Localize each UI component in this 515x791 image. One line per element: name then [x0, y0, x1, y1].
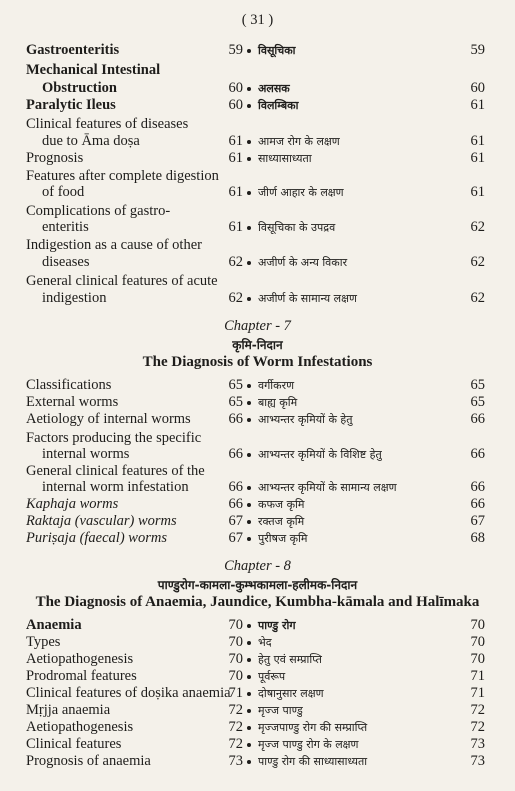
entry-page-english: 71 — [228, 685, 243, 701]
entry-page-english: 73 — [228, 753, 243, 769]
entry-english: Mechanical Intestinal — [26, 62, 161, 78]
entry-english: internal worms — [42, 446, 130, 462]
entry-english: Gastroenteritis — [26, 42, 120, 58]
bullet-dot — [247, 261, 251, 265]
entry-english: Classifications — [26, 377, 112, 393]
bullet-dot — [247, 726, 251, 730]
bullet-dot — [247, 157, 251, 161]
entry-page-english: 60 — [228, 80, 243, 96]
entry-page-hindi: 62 — [470, 290, 485, 306]
entry-page-hindi: 68 — [470, 530, 485, 546]
entry-page-english: 70 — [228, 634, 243, 650]
toc-entry — [0, 753, 515, 775]
entry-page-english: 61 — [228, 133, 243, 149]
entry-hindi: साध्यासाध्यता — [258, 152, 312, 165]
entry-page-hindi: 73 — [470, 753, 485, 769]
entry-english: enteritis — [42, 219, 89, 235]
entry-hindi: विसूचिका के उपद्रव — [258, 221, 336, 234]
entry-english: Puriṣaja (faecal) worms — [26, 530, 167, 546]
chapter-8-label: Chapter - 8 — [224, 558, 291, 574]
entry-hindi: अजीर्ण के सामान्य लक्षण — [258, 292, 357, 305]
entry-hindi: विलम्बिका — [258, 99, 299, 112]
entry-english-term: Kaphaja worms — [26, 496, 119, 512]
entry-page-hindi: 66 — [470, 411, 485, 427]
entry-english: General clinical features of acute — [26, 273, 218, 289]
entry-hindi: पुरीषज कृमि — [258, 532, 308, 545]
bullet-dot — [247, 104, 251, 108]
entry-english: Anaemia — [26, 617, 82, 633]
entry-page-hindi: 65 — [470, 394, 485, 410]
entry-english: Features after complete digestion — [26, 168, 219, 184]
entry-english: Aetiopathogenesis — [26, 719, 134, 735]
entry-hindi: आभ्यन्तर कृमियों के हेतु — [258, 413, 353, 426]
entry-page-english: 61 — [228, 150, 243, 166]
bullet-dot — [247, 760, 251, 764]
entry-english: internal worm infestation — [42, 479, 189, 495]
entry-english: Prognosis — [26, 150, 84, 166]
bullet-dot — [247, 486, 251, 490]
entry-hindi: मृज्जपाण्डु रोग की सम्प्राप्ति — [258, 721, 368, 734]
bullet-dot — [247, 453, 251, 457]
entry-english: General clinical features of the — [26, 463, 205, 479]
entry-hindi: भेद — [258, 636, 272, 649]
entry-hindi: पूर्वरूप — [258, 670, 286, 683]
entry-english: indigestion — [42, 290, 107, 306]
entry-hindi: मृज्ज पाण्डु — [258, 704, 303, 717]
entry-english: Indigestion as a cause of other — [26, 237, 202, 253]
entry-page-hindi: 61 — [470, 133, 485, 149]
entry-hindi: दोषानुसार लक्षण — [258, 687, 324, 700]
entry-page-english: 62 — [228, 290, 243, 306]
chapter-7-label: Chapter - 7 — [224, 318, 291, 334]
entry-hindi: अलसक — [258, 82, 290, 95]
entry-english: Factors producing the specific — [26, 430, 202, 446]
entry-english: Complications of gastro- — [26, 203, 171, 219]
entry-page-hindi: 65 — [470, 377, 485, 393]
entry-page-english: 61 — [228, 219, 243, 235]
toc-entry — [0, 530, 515, 552]
entry-page-hindi: 66 — [470, 479, 485, 495]
bullet-dot — [247, 401, 251, 405]
bullet-dot — [247, 87, 251, 91]
entry-page-english: 72 — [228, 736, 243, 752]
entry-page-hindi: 72 — [470, 702, 485, 718]
entry-english: Clinical features — [26, 736, 122, 752]
entry-page-english: 61 — [228, 184, 243, 200]
entry-english: Aetiology of internal worms — [26, 411, 191, 427]
entry-hindi: आभ्यन्तर कृमियों के सामान्य लक्षण — [258, 481, 397, 494]
entry-english: Prognosis of anaemia — [26, 753, 151, 769]
entry-hindi: बाह्य कृमि — [258, 396, 298, 409]
entry-page-english: 59 — [228, 42, 243, 58]
chapter-7-hindi-title: कृमि-निदान — [232, 338, 283, 352]
entry-english: Clinical features of diseases — [26, 116, 189, 132]
entry-page-hindi: 62 — [470, 254, 485, 270]
entry-page-hindi: 67 — [470, 513, 485, 529]
entry-page-hindi: 66 — [470, 446, 485, 462]
bullet-dot — [247, 226, 251, 230]
chapter-7-english-title: The Diagnosis of Worm Infestations — [142, 354, 373, 370]
bullet-dot — [247, 384, 251, 388]
entry-page-english: 66 — [228, 446, 243, 462]
entry-page-english: 66 — [228, 479, 243, 495]
bullet-dot — [247, 297, 251, 301]
bullet-dot — [247, 709, 251, 713]
bullet-dot — [247, 743, 251, 747]
toc-entry — [0, 42, 515, 64]
entry-page-hindi: 60 — [470, 80, 485, 96]
entry-hindi: रक्तज कृमि — [258, 515, 305, 528]
entry-page-english: 65 — [228, 394, 243, 410]
entry-hindi: विसूचिका — [258, 44, 296, 57]
bullet-dot — [247, 692, 251, 696]
entry-english: Paralytic Ileus — [26, 97, 116, 113]
bullet-dot — [247, 49, 251, 53]
bullet-dot — [247, 503, 251, 507]
entry-english: Clinical features of doṣika anaemia — [26, 685, 231, 701]
entry-hindi: आमज रोग के लक्षण — [258, 135, 340, 148]
entry-page-hindi: 61 — [470, 184, 485, 200]
entry-page-hindi: 59 — [470, 42, 485, 58]
entry-hindi: जीर्ण आहार के लक्षण — [258, 186, 344, 199]
entry-english: diseases — [42, 254, 90, 270]
entry-english — [26, 496, 118, 513]
bullet-dot — [247, 140, 251, 144]
entry-page-english: 62 — [228, 254, 243, 270]
entry-english: Prodromal features — [26, 668, 137, 684]
entry-page-hindi: 70 — [470, 651, 485, 667]
entry-hindi: वर्गीकरण — [258, 379, 295, 392]
page-number: ( 31 ) — [241, 12, 274, 28]
entry-page-hindi: 70 — [470, 634, 485, 650]
entry-page-english: 65 — [228, 377, 243, 393]
bullet-dot — [247, 418, 251, 422]
entry-hindi: कफज कृमि — [258, 498, 305, 511]
bullet-dot — [247, 520, 251, 524]
entry-hindi: हेतु एवं सम्प्राप्ति — [258, 653, 322, 666]
entry-page-hindi: 61 — [470, 97, 485, 113]
entry-english: Aetiopathogenesis — [26, 651, 134, 667]
bullet-dot — [247, 624, 251, 628]
entry-english: Mṛjja anaemia — [26, 702, 111, 718]
entry-page-english: 67 — [228, 530, 243, 546]
entry-english: Raktaja (vascular) worms — [26, 513, 177, 529]
entry-english: Obstruction — [42, 80, 117, 96]
entry-page-english: 70 — [228, 651, 243, 667]
entry-hindi: मृज्ज पाण्डु रोग के लक्षण — [258, 738, 359, 751]
entry-page-english: 72 — [228, 702, 243, 718]
entry-hindi: अजीर्ण के अन्य विकार — [258, 256, 348, 269]
bullet-dot — [247, 658, 251, 662]
entry-page-hindi: 66 — [470, 496, 485, 512]
entry-page-english: 72 — [228, 719, 243, 735]
entry-page-english: 66 — [228, 496, 243, 512]
bullet-dot — [247, 675, 251, 679]
entry-hindi: पाण्डु रोग की साध्यासाध्यता — [258, 755, 368, 768]
entry-english: due to Āma doṣa — [42, 133, 140, 149]
entry-hindi: पाण्डु रोग — [258, 619, 296, 632]
entry-page-hindi: 71 — [470, 668, 485, 684]
bullet-dot — [247, 191, 251, 195]
entry-english: Types — [26, 634, 61, 650]
entry-page-english: 60 — [228, 97, 243, 113]
entry-page-hindi: 71 — [470, 685, 485, 701]
entry-page-english: 70 — [228, 668, 243, 684]
toc-entry — [0, 290, 515, 312]
entry-english: External worms — [26, 394, 119, 410]
entry-page-hindi: 70 — [470, 617, 485, 633]
entry-page-hindi: 73 — [470, 736, 485, 752]
entry-page-hindi: 62 — [470, 219, 485, 235]
chapter-8-english-title: The Diagnosis of Anaemia, Jaundice, Kumbha-kāmala and Halīmaka — [35, 594, 480, 610]
entry-english: of food — [42, 184, 85, 200]
bullet-dot — [247, 641, 251, 645]
entry-page-english: 70 — [228, 617, 243, 633]
entry-page-hindi: 61 — [470, 150, 485, 166]
entry-page-english: 67 — [228, 513, 243, 529]
entry-page-hindi: 72 — [470, 719, 485, 735]
chapter-8-hindi-title: पाण्डुरोग-कामला-कुम्भकामला-हलीमक-निदान — [157, 578, 358, 592]
bullet-dot — [247, 537, 251, 541]
entry-page-english: 66 — [228, 411, 243, 427]
entry-hindi: आभ्यन्तर कृमियों के विशिष्ट हेतु — [258, 448, 382, 461]
